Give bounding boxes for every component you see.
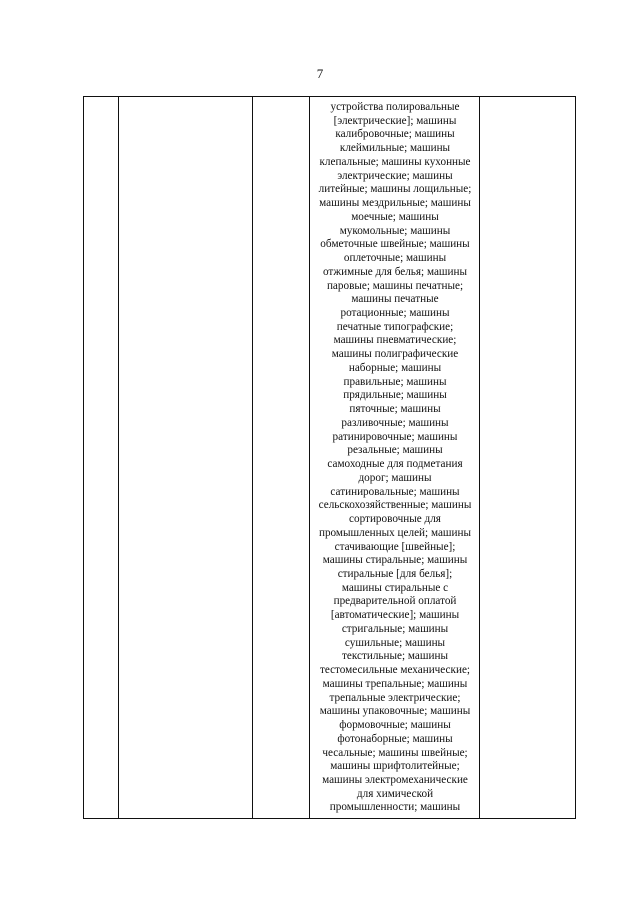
page-number: 7 bbox=[316, 66, 324, 81]
cell-text-line: машины стиральные с bbox=[341, 581, 449, 594]
cell-text-line: ротационные; машины bbox=[340, 307, 450, 320]
cell-text-line: сатинировальные; машины bbox=[330, 485, 460, 498]
cell-text-line: резальные; машины bbox=[347, 444, 443, 457]
cell-text-line: [электрические]; машины bbox=[333, 114, 457, 127]
cell-text-line: калибровочные; машины bbox=[335, 128, 455, 141]
cell-text-line: стригальные; машины bbox=[341, 622, 449, 635]
cell-text-line: для химической bbox=[356, 787, 434, 800]
cell-text-line: машины трепальные; машины bbox=[322, 677, 468, 690]
cell-text-line: машины полиграфические bbox=[331, 348, 459, 361]
cell-text-line: паровые; машины печатные; bbox=[326, 279, 464, 292]
cell-text-line: печатные типографские; bbox=[336, 320, 454, 333]
cell-text-line: сушильные; машины bbox=[344, 636, 446, 649]
cell-text-line: фотонаборные; машины bbox=[337, 732, 453, 745]
cell-text-line: наборные; машины bbox=[348, 361, 442, 374]
document-table bbox=[83, 96, 576, 819]
cell-text-line: машины электромеханические bbox=[322, 773, 468, 786]
cell-text-line: стачивающие [швейные]; bbox=[334, 540, 456, 553]
cell-text-line: пяточные; машины bbox=[349, 403, 441, 416]
cell-text-line: промышленных целей; машины bbox=[318, 526, 472, 539]
goods-list-cell bbox=[310, 101, 480, 815]
cell-text-line: электрические; машины bbox=[337, 169, 453, 182]
cell-text-line: тестомесильные механические; bbox=[319, 664, 471, 677]
cell-text-line: оплеточные; машины bbox=[343, 252, 447, 265]
column-divider-1 bbox=[118, 97, 119, 818]
cell-text-line: сортировочные для bbox=[349, 513, 441, 526]
cell-text-line: прядильные; машины bbox=[343, 389, 447, 402]
cell-text-line: ратинировочные; машины bbox=[332, 430, 458, 443]
cell-text-line: стиральные [для белья]; bbox=[337, 567, 453, 580]
column-divider-2 bbox=[252, 97, 253, 818]
cell-text-line: мукомольные; машины bbox=[339, 224, 451, 237]
cell-text-line: сельскохозяйственные; машины bbox=[318, 499, 472, 512]
cell-text-line: трепальные электрические; bbox=[329, 691, 461, 704]
cell-text-line: моечные; машины bbox=[351, 210, 439, 223]
cell-text-line: дорог; машины bbox=[358, 471, 432, 484]
cell-text-line: машины пневматические; bbox=[333, 334, 457, 347]
cell-text-line: машины стиральные; машины bbox=[322, 554, 468, 567]
cell-text-line: машины печатные bbox=[351, 293, 439, 306]
cell-text-line: машины шрифтолитейные; bbox=[330, 760, 460, 773]
cell-text-line: промышленности; машины bbox=[329, 801, 461, 814]
cell-text-line: правильные; машины bbox=[343, 375, 447, 388]
cell-text-line: чесальные; машины швейные; bbox=[322, 746, 468, 759]
cell-text-line: формовочные; машины bbox=[339, 719, 451, 732]
cell-text-line: предварительной оплатой bbox=[333, 595, 457, 608]
cell-text-line: [автоматические]; машины bbox=[330, 609, 460, 622]
cell-text-line: клеймильные; машины bbox=[339, 142, 451, 155]
cell-text-line: разливочные; машины bbox=[341, 416, 449, 429]
cell-text-line: машины мездрильные; машины bbox=[319, 197, 471, 210]
cell-text-line: самоходные для подметания bbox=[327, 458, 463, 471]
cell-text-line: клепальные; машины кухонные bbox=[319, 155, 471, 168]
cell-text-line: литейные; машины лощильные; bbox=[318, 183, 472, 196]
cell-text-line: машины упаковочные; машины bbox=[319, 705, 471, 718]
cell-text-line: устройства полировальные bbox=[330, 101, 460, 113]
cell-text-line: текстильные; машины bbox=[342, 650, 448, 663]
cell-text-line: обметочные швейные; машины bbox=[320, 238, 470, 251]
cell-text-line: отжимные для белья; машины bbox=[322, 265, 468, 278]
